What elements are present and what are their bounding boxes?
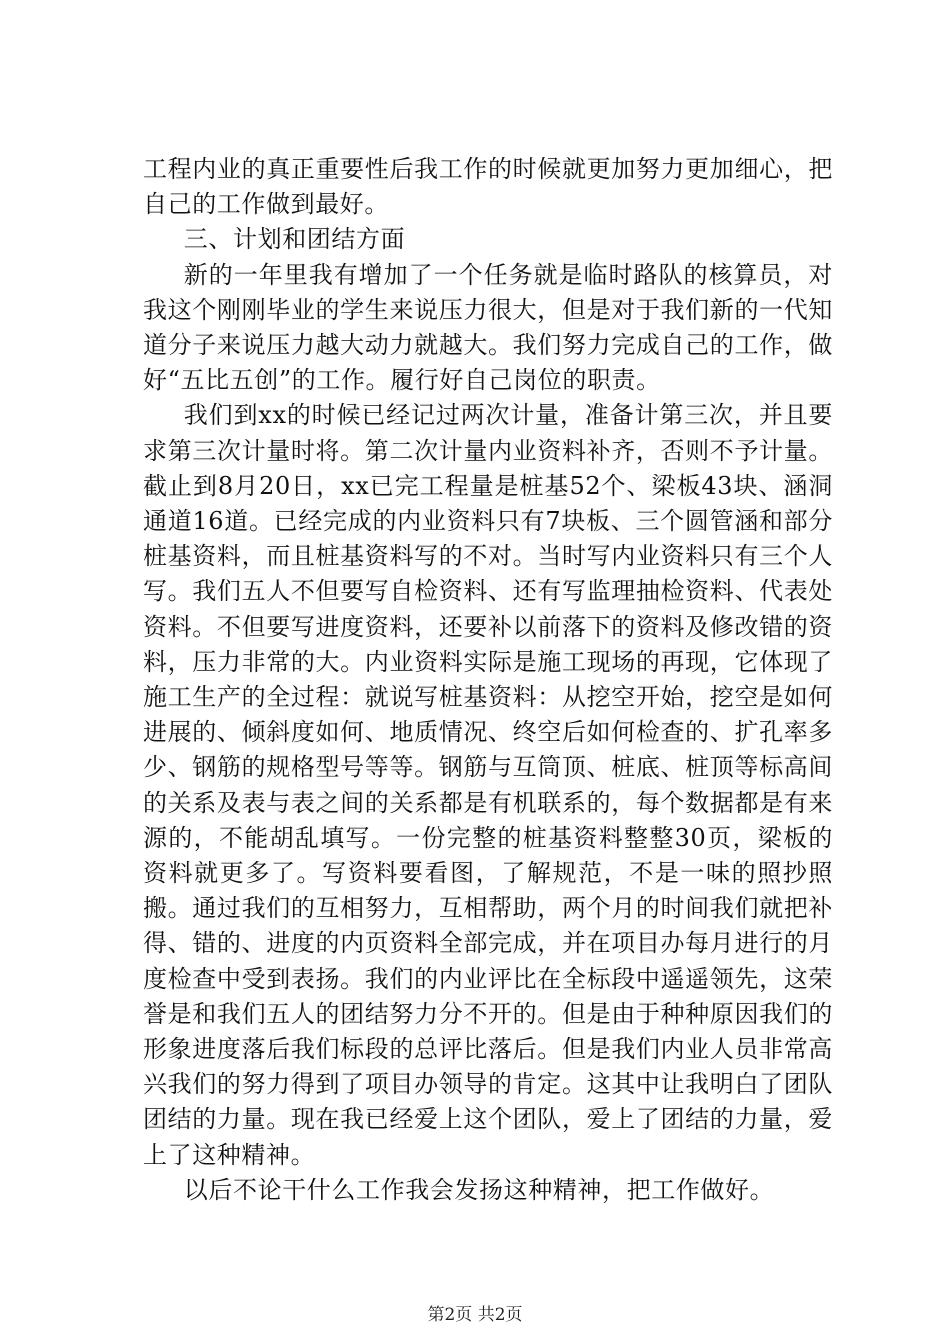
document-body — [143, 152, 833, 1208]
page-number: 第2页 — [427, 1305, 473, 1325]
page-total: 共2页 — [477, 1305, 523, 1325]
paragraph-continuation: 工程内业的真正重要性后我工作的时候就更加努力更加细心，把自己的工作做到最好。 — [143, 155, 833, 219]
section-heading: 三、计划和团结方面 — [183, 225, 406, 254]
paragraph: 以后不论干什么工作我会发扬这种精神，把工作做好。 — [183, 1175, 775, 1204]
page-footer — [0, 1304, 950, 1326]
paragraph: 我们到xx的时候已经记过两次计量，准备计第三次，并且要求第三次计量时将。第二次计量内业资料补齐，否则不予计量。截止到8月20日，xx已完工程量是桩基52个、梁板43块、涵洞通道16道。已经完成的内业资料只有7块板、三个圆管涵和部分桩基资料，而且桩基资料写的不对。当时写内业资料只有三个人写。我们五人不但要写自检资料、还有写监理抽检资料、代表处资料。不但要写进度资料，还要补以前落下的资料及修改错的资料，压力非常的大。内业资料实际是施工现场的再现，它体现了施工生产的全过程：就说写桩基资料：从挖空开始，挖空是如何进展的、倾斜度如何、地质情况、终空后如何检查的、扩孔率多少、钢筋的规格型号等等。钢筋与互筒顶、桩底、桩顶等标高间的关系及表与表之间的关系都是有机联系的，每个数据都是有来源的，不能胡乱填写。一份完整的桩基资料整整30页，梁板的资料就更多了。写资料要看图，了解规范，不是一味的照抄照搬。通过我们的互相努力，互相帮助，两个月的时间我们就把补得、错的、进度的内页资料全部完成，并在项目办每月进行的月度检查中受到表扬。我们的内业评比在全标段中遥遥领先，这荣誉是和我们五人的团结努力分不开的。但是由于种种原因我们的形象进度落后我们标段的总评比落后。但是我们内业人员非常高兴我们的努力得到了项目办领导的肯定。这其中让我明白了团队团结的力量。现在我已经爱上这个团队，爱上了团结的力量，爱上了这种精神。 — [143, 401, 833, 1169]
paragraph: 新的一年里我有增加了一个任务就是临时路队的核算员，对我这个刚刚毕业的学生来说压力很大，但是对于我们新的一代知道分子来说压力越大动力就越大。我们努力完成自己的工作，做好“五比五创”的工作。履行好自己岗位的职责。 — [143, 260, 833, 395]
